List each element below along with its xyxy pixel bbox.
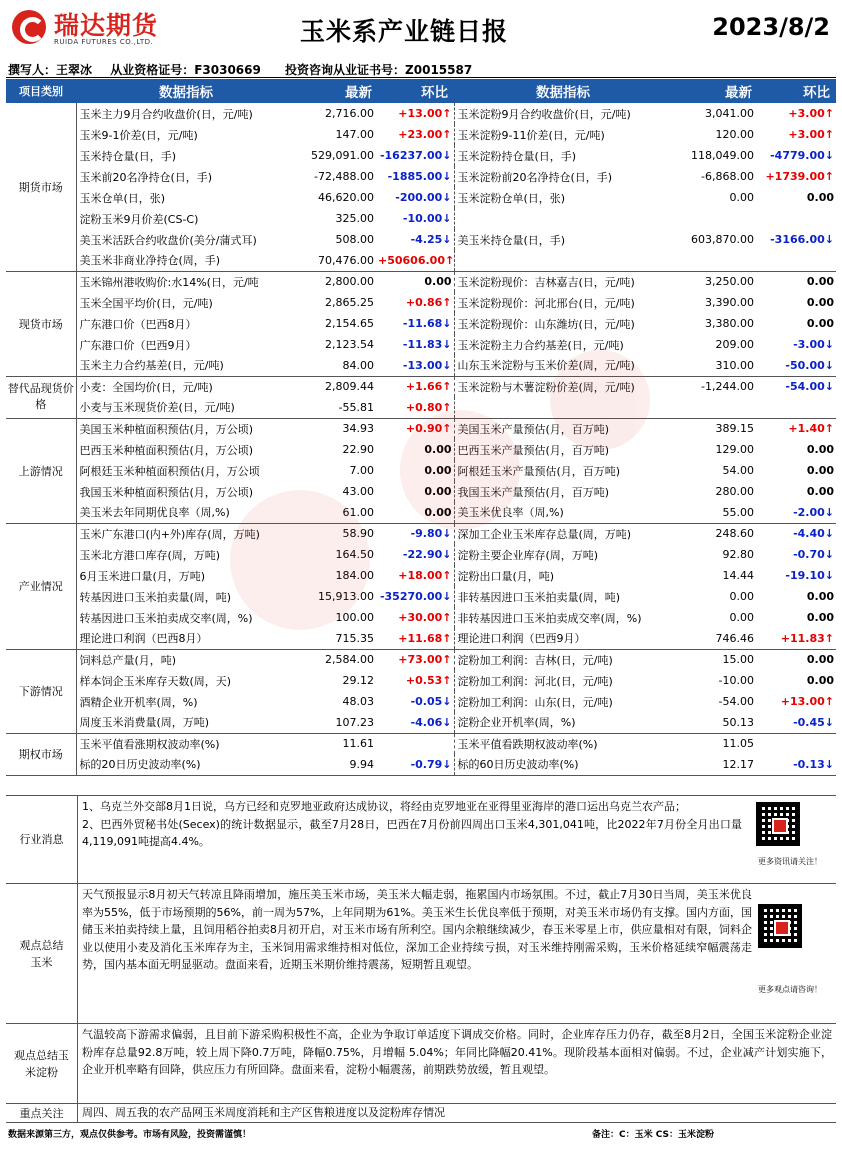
table-row [6,712,836,733]
starch-view-label-text: 观点总结玉米淀粉 [14,1048,69,1079]
report-date: 2023/8/2 [712,13,830,41]
latest-right: 0.00 [729,191,754,204]
change-right [758,733,836,754]
indicator-right: 理论进口利润（巴西9月） [454,628,672,649]
latest-right: 3,041.00 [705,107,754,120]
change-right: 0.00 [806,464,834,477]
indicator-left: 转基因进口玉米拍卖量(周，吨) [76,586,296,607]
indicator-left: 饲料总产量(月，吨) [76,649,296,670]
category-cell: 现货市场 [6,271,76,376]
latest-left: 61.00 [296,502,378,523]
qr-caption: 更多资讯请关注！ [758,857,822,866]
change-right: -3.00↓ [793,338,834,351]
starch-view-section [6,1023,836,1103]
change-left: -22.90↓ [402,548,452,561]
change-right: +3.00↑ [788,128,834,141]
change-left: +50606.00↑ [378,250,454,271]
latest-right [672,208,758,229]
latest-right: 389.15 [715,422,754,436]
latest-right: -54.00 [718,695,754,708]
indicator-left: 玉米持仓量(日，手) [76,145,296,166]
header-latest-left: 最新 [296,79,378,103]
table-row [6,355,836,376]
table-row [6,754,836,775]
change-left: +0.80↑ [378,397,454,418]
qr-code-icon [758,904,802,948]
indicator-right: 玉米平值看跌期权波动率(%) [454,733,672,754]
change-right: 0.00 [806,317,834,330]
change-right [758,250,836,271]
table-row [6,334,836,355]
indicator-left: 广东港口价（巴西8月） [76,313,296,334]
latest-left: 147.00 [335,128,374,141]
change-left: 0.00 [378,502,454,523]
table-row [6,523,836,544]
latest-right: 15.00 [722,653,754,667]
table-row [6,628,836,649]
latest-right: 14.44 [722,569,754,582]
latest-left: 2,865.25 [325,296,374,309]
latest-left: 34.93 [342,422,374,436]
indicator-right: 玉米淀粉现价：山东潍坊(日，元/吨) [454,313,672,334]
change-right: -19.10↓ [785,569,834,582]
change-left: +0.90↑ [405,422,452,436]
indicator-right [454,208,672,229]
focus-text: 周四、周五我的农产品网玉米周度消耗和主产区售粮进度以及淀粉库存情况 [82,1106,445,1119]
category-cell: 期权市场 [6,733,76,775]
change-left: -200.00↓ [395,191,452,204]
table-row [6,439,836,460]
latest-left: 2,800.00 [325,275,374,289]
header-change-left: 环比 [378,79,454,103]
news-item: 1、乌克兰外交部8月1日说，乌方已经和克罗地亚政府达成协议，将经由克罗地亚在亚得里亚海岸的港口运出乌克兰农产品； [82,800,686,813]
remark: 备注：C：玉米 CS：玉米淀粉 [592,1130,714,1140]
indicator-right [454,397,672,418]
latest-right: 120.00 [715,128,754,141]
table-row [6,208,836,229]
indicator-right: 淀粉加工利润：吉林(日，元/吨) [454,649,672,670]
indicator-left: 标的20日历史波动率(%) [76,754,296,775]
ruida-logo-icon [12,10,46,44]
indicator-left: 我国玉米种植面积预估(月，万公顷) [76,481,296,502]
indicator-left: 美玉米非商业净持仓(周，手) [76,250,296,271]
latest-left: 2,809.44 [325,380,374,394]
latest-right: 54.00 [722,464,754,477]
table-row [6,586,836,607]
change-right: -4.40↓ [793,527,834,541]
change-left: 0.00 [424,485,452,498]
indicator-left: 美国玉米种植面积预估(月，万公顷) [76,418,296,439]
change-right: +1.40↑ [788,422,834,436]
table-row [6,250,836,271]
change-left: +0.86↑ [405,296,452,309]
table-row [6,124,836,145]
logo-english: RUIDA FUTURES CO.,LTD. [54,38,154,46]
indicator-right: 阿根廷玉米产量预估(月，百万吨) [454,460,672,481]
author-name: 撰写人：王翠冰 [8,63,93,77]
table-row [6,313,836,334]
indicator-right: 山东玉米淀粉与玉米价差(周，元/吨) [454,355,672,376]
report-header [0,0,842,56]
table-row [6,103,836,124]
indicator-right: 淀粉主要企业库存(周，万吨) [454,544,672,565]
indicator-right: 美玉米持仓量(日，手) [454,229,672,250]
change-left: +1.66↑ [405,380,452,394]
indicator-left: 酒精企业开机率(周，%) [76,691,296,712]
indicator-right: 玉米淀粉前20名净持仓(日，手) [454,166,672,187]
table-row [6,481,836,502]
change-right: -54.00↓ [785,380,834,394]
latest-right: 0.00 [729,611,754,624]
change-left: +11.68↑ [378,628,454,649]
indicator-right: 巴西玉米产量预估(月，百万吨) [454,439,672,460]
indicator-right: 我国玉米产量预估(月，百万吨) [454,481,672,502]
latest-left: 325.00 [335,212,374,225]
table-row [6,271,836,292]
latest-left: 2,584.00 [325,653,374,667]
industry-news-text [82,798,742,851]
table-row [6,292,836,313]
latest-left: 2,716.00 [325,107,374,120]
qr-code-icon [756,802,800,846]
indicator-left: 淀粉玉米9月价差(CS-C) [76,208,296,229]
latest-left: 58.90 [342,527,374,541]
change-left: 0.00 [424,443,452,456]
report-title: 玉米系产业链日报 [300,17,509,46]
change-right: 0.00 [806,485,834,498]
change-left: -4.25↓ [410,233,452,246]
change-right: 0.00 [806,275,834,289]
latest-left: -55.81 [296,397,378,418]
category-cell: 上游情况 [6,418,76,523]
corn-view-section [6,883,836,1023]
latest-left: 184.00 [335,569,374,582]
indicator-left: 玉米仓单(日，张) [76,187,296,208]
change-right: +13.00↑ [780,695,834,708]
table-row [6,418,836,439]
focus-section [6,1103,836,1122]
indicator-left: 玉米北方港口库存(周，万吨) [76,544,296,565]
change-right: -2.00↓ [758,502,836,523]
indicator-right: 玉米淀粉主力合约基差(日，元/吨) [454,334,672,355]
indicator-left: 美玉米活跃合约收盘价(美分/蒲式耳) [76,229,296,250]
indicator-left: 小麦：全国均价(日，元/吨) [76,376,296,397]
table-row [6,691,836,712]
latest-left: 70,476.00 [296,250,378,271]
indicator-right: 非转基因进口玉米拍卖量(周，吨) [454,586,672,607]
change-right: 0.00 [806,191,834,204]
indicator-left: 样本饲企玉米库存天数(周，天) [76,670,296,691]
latest-left: -72,488.00 [314,170,374,183]
indicator-right: 玉米淀粉9月合约收盘价(日，元/吨) [454,103,672,124]
latest-left: 84.00 [296,355,378,376]
change-right: 0.00 [806,443,834,456]
latest-right [672,250,758,271]
change-left: +0.53↑ [405,674,452,687]
indicator-left: 转基因进口玉米拍卖成交率(周，%) [76,607,296,628]
table-row [6,376,836,397]
change-right: -0.45↓ [758,712,836,733]
change-left: +73.00↑ [398,653,452,667]
change-right: -3166.00↓ [770,233,834,246]
latest-right: 50.13 [672,712,758,733]
change-left: -0.79↓ [378,754,454,775]
indicator-right: 玉米淀粉仓单(日，张) [454,187,672,208]
change-left: -4.06↓ [378,712,454,733]
indicator-left: 小麦与玉米现货价差(日，元/吨) [76,397,296,418]
latest-left: 100.00 [335,611,374,624]
latest-right: 746.46 [672,628,758,649]
latest-right: -1,244.00 [701,380,754,394]
change-left: +18.00↑ [398,569,452,582]
latest-left: 2,123.54 [325,338,374,351]
change-left: +23.00↑ [398,128,452,141]
latest-left: 529,091.00 [311,149,374,162]
latest-right: 603,870.00 [691,233,754,246]
change-left: -0.05↓ [410,695,452,708]
latest-left: 2,154.65 [325,317,374,330]
indicator-left: 6月玉米进口量(月，万吨) [76,565,296,586]
latest-left: 7.00 [349,464,374,477]
corn-view-text: 天气预报显示8月初天气转凉且降雨增加，施压美玉米市场，美玉米大幅走弱，拖累国内市场氛围。不过，截止7月30日当周，美玉米优良率为55%，低于市场预期的56%，前一周为57%，上年同期为61%。美玉米生长优良率低于预期，对美玉米市场仍有支撑。国内方面，国储玉米拍卖持续上量，且饲用稻谷拍卖8月初开启，对玉米市场有所利空。国内余粮继续减少，春玉米零星上市，供应量相对有限，饲料企业以使用小麦及消化玉米库存为主，玉米饲用需求维持相对低位，深加工企业持续亏损，对玉米维持刚需采购，玉米价格延续窄幅震荡走势，国内基本面无明显驱动。盘面来看，近期玉米期价维持震荡，短期暂且观望。 [82,888,752,971]
header-latest-right: 最新 [672,79,758,103]
indicator-right: 美国玉米产量预估(月，百万吨) [454,418,672,439]
author-line [8,61,492,78]
focus-label: 重点关注 [6,1104,78,1122]
latest-right: 248.60 [715,527,754,541]
indicator-left: 阿根廷玉米种植面积预估(月，万公顷 [76,460,296,481]
indicator-table [6,79,836,776]
table-row [6,649,836,670]
indicator-right: 玉米淀粉现价：河北邢台(日，元/吨) [454,292,672,313]
latest-left: 9.94 [296,754,378,775]
table-header-row [6,79,836,103]
change-right: -4779.00↓ [770,149,834,162]
indicator-right: 玉米淀粉现价：吉林嘉吉(日，元/吨) [454,271,672,292]
latest-left: 48.03 [342,695,374,708]
latest-right: 3,250.00 [705,275,754,289]
logo-name: 瑞达期货 [54,11,159,40]
industry-news-section [6,795,836,883]
starch-view-text: 气温较高下游需求偏弱，且目前下游采购积极性不高，企业为争取订单适度下调成交价格。同时，企业库存压力仍存，截至8月2日，全国玉米淀粉企业淀粉库存总量92.8万吨，较上周下降0.7万吨，降幅0.75%，月增幅 5.04%；年同比降幅20.41%。现阶段基本面相对偏弱。不过，企业减产计划实施下，企业开机率略有回降，供应压力有所回降。盘面来看，淀粉小幅震荡，前期跌势放缓，暂且观望。 [82,1028,832,1076]
latest-left: 715.35 [296,628,378,649]
indicator-left: 玉米主力合约基差(日，元/吨) [76,355,296,376]
table-row [6,229,836,250]
indicator-right: 标的60日历史波动率(%) [454,754,672,775]
latest-right: 55.00 [672,502,758,523]
change-left: -1885.00↓ [387,170,452,183]
change-left: +13.00↑ [398,107,452,120]
change-left: +30.00↑ [398,611,452,624]
category-cell: 下游情况 [6,649,76,733]
change-left: -11.68↓ [402,317,452,330]
news-item: 2、巴西外贸秘书处(Secex)的统计数据显示，截至7月28日，巴西在7月份前四周出口玉米4,301,041吨，比2022年7月份全月出口量4,119,091吨提高4.4%。 [82,817,742,848]
table-row [6,187,836,208]
indicator-right: 非转基因进口玉米拍卖成交率(周，%) [454,607,672,628]
table-row [6,565,836,586]
change-right: +1739.00↑ [765,170,834,183]
indicator-left: 周度玉米消费量(周，万吨) [76,712,296,733]
change-left: 0.00 [424,275,452,289]
change-right: +3.00↑ [788,107,834,120]
starch-view-label [6,1024,78,1103]
latest-right: 0.00 [729,590,754,603]
indicator-left: 玉米前20名净持仓(日，手) [76,166,296,187]
change-left: -16237.00↓ [379,149,452,162]
change-left [378,733,454,754]
indicator-left: 玉米广东港口(内+外)库存(周，万吨) [76,523,296,544]
indicator-right: 玉米淀粉9-11价差(日，元/吨) [454,124,672,145]
indicator-right: 淀粉企业开机率(周，%) [454,712,672,733]
footer [6,1122,836,1142]
table-row [6,607,836,628]
change-right: 0.00 [806,653,834,667]
latest-right: 3,390.00 [705,296,754,309]
change-right [758,397,836,418]
corn-view-label [6,884,78,1023]
indicator-right: 淀粉加工利润：河北(日，元/吨) [454,670,672,691]
category-cell: 产业情况 [6,523,76,649]
indicator-right: 美玉米优良率（周,%) [454,502,672,523]
indicator-left: 玉米全国平均价(日，元/吨) [76,292,296,313]
latest-right: 92.80 [722,548,754,561]
change-right: +11.83↑ [758,628,836,649]
indicator-left: 玉米9-1价差(日，元/吨) [76,124,296,145]
latest-left: 29.12 [342,674,374,687]
change-left: -11.83↓ [402,338,452,351]
table-row [6,145,836,166]
indicator-left: 玉米平值看涨期权波动率(%) [76,733,296,754]
header-rule [6,77,836,78]
indicator-left: 美玉米去年同期优良率（周,%) [76,502,296,523]
change-left: -10.00↓ [402,212,452,225]
indicator-left: 玉米主力9月合约收盘价(日，元/吨) [76,103,296,124]
change-left: 0.00 [424,464,452,477]
table-body [6,103,836,775]
header-category: 项目类别 [6,79,76,103]
indicator-left: 广东港口价（巴西9月） [76,334,296,355]
category-cell: 期货市场 [6,103,76,271]
table-row [6,502,836,523]
indicator-right: 玉米淀粉与木薯淀粉价差(周，元/吨) [454,376,672,397]
change-left: -9.80↓ [410,527,452,541]
table-row [6,733,836,754]
change-right: 0.00 [806,674,834,687]
table-row [6,397,836,418]
indicator-left: 玉米锦州港收购价:水14%(日，元/吨 [76,271,296,292]
corn-view-label-text: 观点总结玉米 [19,938,64,969]
change-right: -0.13↓ [758,754,836,775]
latest-right: 310.00 [672,355,758,376]
table-row [6,460,836,481]
change-right: 0.00 [806,590,834,603]
header-indicator-left: 数据指标 [76,79,296,103]
indicator-right: 淀粉出口量(月，吨) [454,565,672,586]
latest-left: 22.90 [342,443,374,456]
indicator-left: 巴西玉米种植面积预估(月，万公顷) [76,439,296,460]
latest-right: 12.17 [672,754,758,775]
table-row [6,166,836,187]
table-row [6,544,836,565]
latest-left: 164.50 [335,548,374,561]
latest-right: -6,868.00 [701,170,754,183]
header-indicator-right: 数据指标 [454,79,672,103]
latest-right [672,397,758,418]
table-row [6,670,836,691]
qr-caption: 更多观点请咨询！ [758,985,822,994]
latest-right: 209.00 [715,338,754,351]
latest-left: 107.23 [296,712,378,733]
consult-number: 投资咨询从业证书号：Z0015587 [285,63,473,77]
indicator-right: 淀粉加工利润：山东(日，元/吨) [454,691,672,712]
qualification-number: 从业资格证号：F3030669 [110,63,261,77]
change-left: -35270.00↓ [379,590,452,603]
ruida-logo [8,6,188,52]
indicator-left: 理论进口利润（巴西8月） [76,628,296,649]
latest-left: 15,913.00 [318,590,374,603]
industry-news-label: 行业消息 [6,796,78,883]
change-left: -13.00↓ [378,355,454,376]
indicator-right: 深加工企业玉米库存总量(周，万吨) [454,523,672,544]
indicator-right [454,250,672,271]
disclaimer: 数据来源第三方，观点仅供参考。市场有风险，投资需谨慎！ [8,1130,252,1140]
latest-right: 129.00 [715,443,754,456]
change-right: 0.00 [806,296,834,309]
latest-left: 43.00 [342,485,374,498]
indicator-right: 玉米淀粉持仓量(日，手) [454,145,672,166]
latest-left: 11.61 [342,737,374,751]
latest-left: 508.00 [335,233,374,246]
latest-right: 11.05 [722,737,754,751]
latest-right: 3,380.00 [705,317,754,330]
latest-right: 280.00 [715,485,754,498]
latest-left: 46,620.00 [318,191,374,204]
latest-right: 118,049.00 [691,149,754,162]
category-cell: 替代品现货价格 [6,376,76,418]
header-change-right: 环比 [758,79,836,103]
change-right: 0.00 [806,611,834,624]
change-right [758,208,836,229]
change-right: -0.70↓ [793,548,834,561]
latest-right: -10.00 [718,674,754,687]
change-right: -50.00↓ [758,355,836,376]
